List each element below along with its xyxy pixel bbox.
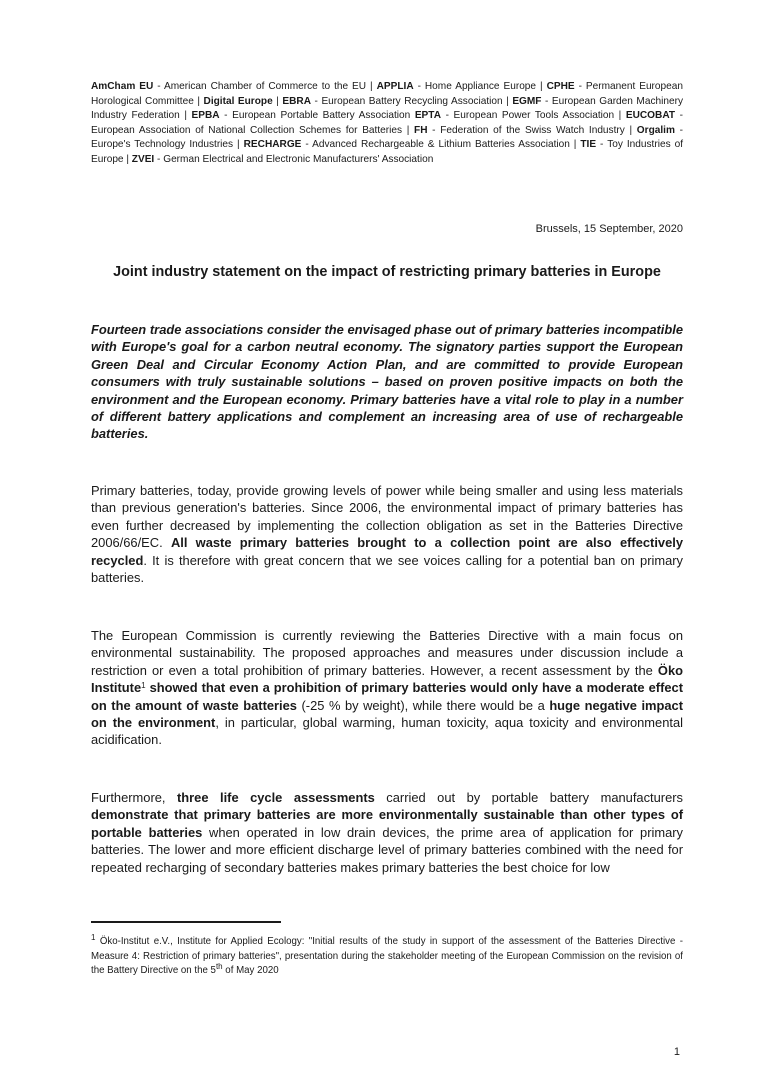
footnote-sup: th xyxy=(215,962,223,972)
signatory-abbr: EBRA xyxy=(282,95,311,107)
text-run: (-25 % by weight), while there would be a xyxy=(296,697,550,713)
text-run: , in particular, global warming, human toxicity, aqua toxicity and environmental acidification. xyxy=(91,715,683,748)
bold-run: demonstrate that primary batteries are more environmentally sustainable than other types of portable batteries xyxy=(91,807,683,840)
signatory-abbr: RECHARGE xyxy=(243,139,302,151)
text-run: Primary batteries, today, provide growing levels of power while being smaller and using less materials than previous generation's batteries. Since 2006, the environmental impact of primary batteries has even further decreased by implementing the collection obligation as set in the Batteries Directive 2006/66/EC. xyxy=(91,483,683,551)
signatory-name: Toy Industries of Europe xyxy=(91,139,684,165)
bold-run: three life cycle assessments xyxy=(176,790,375,805)
signatory-name: European Power Tools Association xyxy=(453,110,615,122)
footnote-divider xyxy=(91,921,281,923)
page-number: 1 xyxy=(673,1046,680,1058)
footnote-text: of May 2020 xyxy=(222,965,279,977)
signatory-abbr: FH xyxy=(414,124,428,136)
signatory-name: American Chamber of Commerce to the EU xyxy=(163,81,367,92)
signatory-abbr: EUCOBAT xyxy=(625,110,676,122)
body-paragraph-2 xyxy=(91,627,683,749)
signatory-abbr: Orgalim xyxy=(636,124,675,136)
signatory-name: Home Appliance Europe xyxy=(424,81,537,92)
signatory-name: Europe's Technology Industries xyxy=(91,139,234,151)
footnote-mark: 1 xyxy=(91,933,96,942)
date-line: Brussels, 15 September, 2020 xyxy=(535,223,683,235)
signatory-name: European Garden Machinery Industry Federation xyxy=(91,95,683,122)
signatory-abbr: EGMF xyxy=(512,95,542,107)
footnote xyxy=(91,935,683,979)
signatory-abbr: EPBA xyxy=(191,110,220,122)
text-run: carried out by portable battery manufacturers xyxy=(374,790,683,805)
body-paragraph-1 xyxy=(91,482,683,586)
signatory-name: European Battery Recycling Association xyxy=(321,95,503,107)
text-run: The European Commission is currently reviewing the Batteries Directive with a main focus on environmental sustainability. The proposed approaches and measures under discussion include a restriction or even a total prohibition of primary batteries. However, a recent assessment by the xyxy=(91,628,683,678)
signatory-abbr: CPHE xyxy=(546,81,575,92)
signatory-abbr: TIE xyxy=(580,139,597,151)
signatory-name: European Association of National Collection Schemes for Batteries xyxy=(91,124,403,136)
signatories-list: AmCham EU - American Chamber of Commerce to the EU | APPLIA - Home Appliance Europe | CPHE - Permanent European Horological Committee | Digital Europe | EBRA - European Battery Recycling Association | EGMF - European Garden Machinery Industry Federation | EPBA - European Portable Battery Association EPTA - European Power Tools Association | EUCOBAT - European Association of National Collection Schemes for Batteries | FH - Federation of the Swiss Watch Industry | Orgalim - Europe's Technology Industries | RECHARGE - Advanced Rechargeable & Lithium Batteries Association | TIE - Toy Industries of Europe | ZVEI - German Electrical and Electronic Manufacturers' Association xyxy=(91,81,684,165)
footnote-text: Öko-Institut e.V., Institute for Applied Ecology: "Initial results of the study in support of the assessment of the Batteries Directive - Measure 4: Restriction of primary batteries", presentation during the stakeholder meeting of the European Commission on the revision of the Battery Directive on the 5 xyxy=(91,936,683,977)
signatory-abbr: EPTA xyxy=(414,110,441,122)
bold-run: huge negative impact on the environment xyxy=(91,697,683,731)
intro-paragraph: Fourteen trade associations consider the envisaged phase out of primary batteries incompatible with Europe's goal for a carbon neutral economy. The signatory parties support the European Green Deal and Circular Economy Action Plan, and are committed to provide European consumers with truly sustainable solutions – based on proven positive impacts on both the environment and the European economy. Primary batteries have a vital role to play in a number of different battery applications and complement an increasing area of use of rechargeable batteries. xyxy=(91,322,683,442)
body-paragraph-3 xyxy=(91,789,683,876)
signatory-name: European Portable Battery Association xyxy=(232,110,411,122)
signatory-abbr: APPLIA xyxy=(376,81,414,92)
bold-run: All waste primary batteries brought to a collection point are also effectively recycled xyxy=(91,535,684,568)
signatory-name: Advanced Rechargeable & Lithium Batteries Association xyxy=(312,139,570,151)
bold-run: Öko Institute xyxy=(91,662,683,696)
bold-run: showed that even a prohibition of primary batteries would only have a moderate effect on the amount of waste batteries xyxy=(91,680,683,713)
text-run: when operated in low drain devices, the prime area of application for primary batteries. The lower and more efficient discharge level of primary batteries combined with the need for repeated recharging of secondary batteries makes primary batteries the best choice for low xyxy=(91,824,683,875)
signatory-name: Permanent European Horological Committee xyxy=(91,81,683,107)
signatory-abbr: Digital Europe xyxy=(203,95,273,107)
signatory-abbr: ZVEI xyxy=(131,153,155,165)
document-title: Joint industry statement on the impact of restricting primary batteries in Europe xyxy=(113,264,661,280)
text-run: Furthermore, xyxy=(91,790,177,805)
signatory-name: Federation of the Swiss Watch Industry xyxy=(440,124,625,136)
signatory-name: German Electrical and Electronic Manufacturers' Association xyxy=(163,153,434,165)
signatory-abbr: AmCham EU xyxy=(91,81,154,92)
footnote-reference[interactable]: 1 xyxy=(141,681,146,691)
text-run: . It is therefore with great concern that we see voices calling for a potential ban on primary batteries. xyxy=(91,552,683,586)
